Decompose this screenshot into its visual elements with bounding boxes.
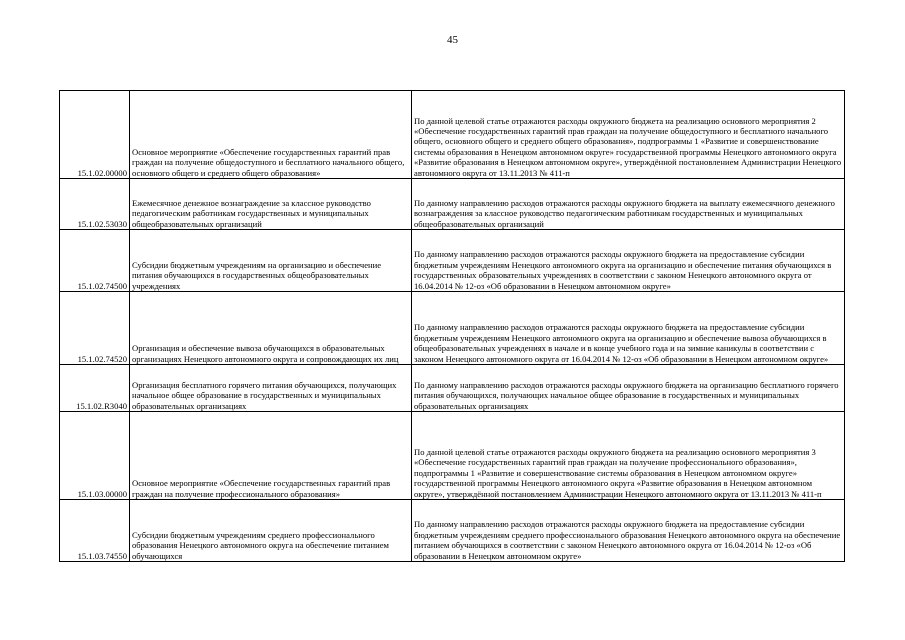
row-code: 15.1.02.R3040	[60, 365, 130, 412]
row-description: По данной целевой статье отражаются расходы окружного бюджета на реализацию основного мероприятия 3 «Обеспечение государственных гарантий прав граждан на получение профессионального образования», подпрограммы 1 «Развитие и совершенствование системы образования в Ненецком автономном округе» государственной программы Ненецкого автономного округа «Развитие образования в Ненецком автономном округе», утверждённой постановлением Администрации Ненецкого автономного округа от 13.11.2013 № 411-п	[412, 412, 845, 500]
row-code: 15.1.03.00000	[60, 412, 130, 500]
row-code: 15.1.02.74520	[60, 292, 130, 365]
row-description: По данному направлению расходов отражаются расходы окружного бюджета на предоставление субсидии бюджетным учреждениям Ненецкого автономного округа на организацию и обеспечение питания обучающихся в государственных образовательных учреждениях в соответствии с законом Ненецкого автономного округа от 16.04.2014 № 12-оз «Об образовании в Ненецком автономном округе»	[412, 230, 845, 292]
table-row	[60, 179, 845, 230]
budget-classification-table	[59, 90, 845, 562]
row-name: Субсидии бюджетным учреждениям на организацию и обеспечение питания обучающихся в государственных общеобразовательных учреждениях	[130, 230, 412, 292]
row-description: По данной целевой статье отражаются расходы окружного бюджета на реализацию основного мероприятия 2 «Обеспечение государственных гарантий прав граждан на получение общедоступного и бесплатного начального общего, основного общего и среднего общего образования», подпрограммы 1 «Развитие и совершенствование системы образования в Ненецком автономном округе» государственной программы Ненецкого автономного округа «Развитие образования в Ненецком автономном округе», утверждённой постановлением Администрации Ненецкого автономного округа от 13.11.2013 № 411-п	[412, 91, 845, 179]
row-description: По данному направлению расходов отражаются расходы окружного бюджета на предоставление субсидии бюджетным учреждениям Ненецкого автономного округа на организацию и обеспечение вывоза обучающихся в общеобразовательных учреждениях в начале и в конце учебного года и на зимние каникулы в соответствии с законом Ненецкого автономного округа от 16.04.2014 № 12-оз «Об образовании в Ненецком автономном округе»	[412, 292, 845, 365]
table-row	[60, 365, 845, 412]
table-row	[60, 230, 845, 292]
table-row	[60, 500, 845, 562]
row-code: 15.1.03.74550	[60, 500, 130, 562]
row-name: Основное мероприятие «Обеспечение государственных гарантий прав граждан на получение общедоступного и бесплатного начального общего, основного общего и среднего общего образования»	[130, 91, 412, 179]
row-description: По данному направлению расходов отражаются расходы окружного бюджета на выплату ежемесячного денежного вознаграждения за классное руководство педагогическим работникам государственных и муниципальных общеобразовательных организаций	[412, 179, 845, 230]
row-name: Организация и обеспечение вывоза обучающихся в образовательных организациях Ненецкого автономного округа и сопровождающих их лиц	[130, 292, 412, 365]
row-description: По данному направлению расходов отражаются расходы окружного бюджета на организацию бесплатного горячего питания обучающихся, получающих начальное общее образование в государственных и муниципальных образовательных организациях	[412, 365, 845, 412]
row-name: Ежемесячное денежное вознаграждение за классное руководство педагогическим работникам государственных и муниципальных общеобразовательных организаций	[130, 179, 412, 230]
table-row	[60, 91, 845, 179]
row-code: 15.1.02.74500	[60, 230, 130, 292]
row-name: Основное мероприятие «Обеспечение государственных гарантий прав граждан на получение профессионального образования»	[130, 412, 412, 500]
row-name: Организация бесплатного горячего питания обучающихся, получающих начальное общее образование в государственных и муниципальных образовательных организациях	[130, 365, 412, 412]
table-row	[60, 412, 845, 500]
row-code: 15.1.02.00000	[60, 91, 130, 179]
row-code: 15.1.02.53030	[60, 179, 130, 230]
table-row	[60, 292, 845, 365]
row-name: Субсидии бюджетным учреждениям среднего профессионального образования Ненецкого автономного округа на обеспечение питанием обучающихся	[130, 500, 412, 562]
page-number: 45	[447, 34, 458, 46]
row-description: По данному направлению расходов отражаются расходы окружного бюджета на предоставление субсидии бюджетным учреждениям среднего профессионального образования Ненецкого автономного округа на обеспечение питанием обучающихся в соответствии с законом Ненецкого автономного округа от 16.04.2014 № 12-оз «Об образовании в Ненецком автономном округе»	[412, 500, 845, 562]
